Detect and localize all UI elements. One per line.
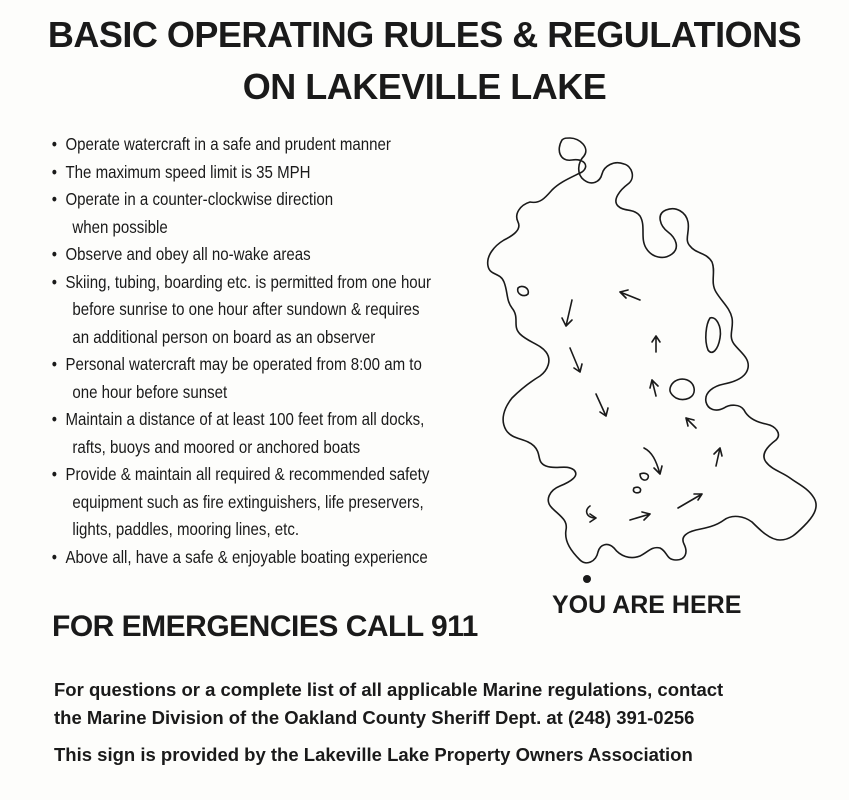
rule-text: one hour before sunset xyxy=(72,381,228,402)
direction-arrow xyxy=(620,290,640,300)
rule-text: before sunrise to one hour after sundown & requires xyxy=(72,299,420,319)
rule-text: Maintain a distance of at least 100 feet from all docks, xyxy=(65,409,425,429)
rule-item xyxy=(50,186,420,241)
bullet-icon: • xyxy=(51,354,58,374)
direction-arrow xyxy=(644,448,662,474)
sign-title-line-1: BASIC OPERATING RULES & REGULATIONS xyxy=(47,14,802,55)
rule-text: lights, paddles, mooring lines, etc. xyxy=(72,519,300,539)
rules-list xyxy=(50,131,480,571)
rule-text: Above all, have a safe & enjoyable boating experience xyxy=(65,546,428,567)
rule-item xyxy=(50,131,420,159)
island-3 xyxy=(670,379,694,399)
lake-outline xyxy=(488,138,816,563)
direction-arrow xyxy=(678,494,702,508)
bullet-icon: • xyxy=(51,189,58,209)
island-1 xyxy=(518,286,529,295)
rule-item xyxy=(50,544,428,572)
rule-text: The maximum speed limit is 35 MPH xyxy=(65,161,311,182)
bullet-icon: • xyxy=(51,161,58,182)
bullet-icon: • xyxy=(51,546,58,567)
direction-arrow xyxy=(570,348,582,372)
lake-map xyxy=(480,130,825,590)
bullet-icon: • xyxy=(51,409,58,429)
provided-by-note: This sign is provided by the Lakeville Lake Property Owners Association xyxy=(54,744,693,765)
direction-arrow xyxy=(686,418,696,428)
rule-text: Skiing, tubing, boarding etc. is permitted from one hour xyxy=(65,271,432,292)
rule-text: Observe and obey all no-wake areas xyxy=(65,244,311,264)
rule-text: Operate in a counter-clockwise direction xyxy=(65,189,334,209)
bullet-icon: • xyxy=(51,244,58,264)
island-2 xyxy=(706,318,721,353)
you-are-here-marker xyxy=(583,575,591,583)
rule-item xyxy=(50,269,432,352)
direction-arrow xyxy=(650,380,658,396)
bullet-icon: • xyxy=(51,271,58,292)
island-4 xyxy=(640,473,648,480)
rule-text: Operate watercraft in a safe and prudent manner xyxy=(65,134,391,154)
rule-text: when possible xyxy=(72,216,168,237)
direction-arrow xyxy=(630,512,650,520)
direction-arrow xyxy=(714,448,722,466)
rule-item xyxy=(50,241,420,269)
direction-arrow xyxy=(562,300,572,326)
direction-arrow xyxy=(652,336,660,352)
rule-item xyxy=(50,351,420,406)
bullet-icon: • xyxy=(51,464,58,484)
contact-line-1: For questions or a complete list of all applicable Marine regulations, contact xyxy=(54,679,724,700)
contact-line-2: the Marine Division of the Oakland County Sheriff Dept. at (248) 391-0256 xyxy=(54,707,695,728)
bullet-icon: • xyxy=(51,134,58,154)
rule-text: Personal watercraft may be operated from 8:00 am to xyxy=(65,354,422,374)
rule-item xyxy=(50,461,430,544)
rule-item xyxy=(50,406,425,461)
rule-text: Provide & maintain all required & recommended safety xyxy=(65,464,430,484)
direction-arrow xyxy=(587,506,596,522)
direction-arrow xyxy=(596,394,608,416)
rule-text: equipment such as fire extinguishers, life preservers, xyxy=(72,491,424,512)
rule-item xyxy=(50,159,420,187)
sign-title-line-2: ON LAKEVILLE LAKE xyxy=(242,66,607,107)
island-5 xyxy=(633,487,640,493)
emergency-notice: FOR EMERGENCIES CALL 911 xyxy=(52,610,478,643)
you-are-here-label: YOU ARE HERE xyxy=(552,591,742,619)
rule-text: rafts, buoys and moored or anchored boats xyxy=(72,436,361,457)
rule-text: an additional person on board as an observer xyxy=(72,326,376,347)
contact-info xyxy=(54,676,723,732)
